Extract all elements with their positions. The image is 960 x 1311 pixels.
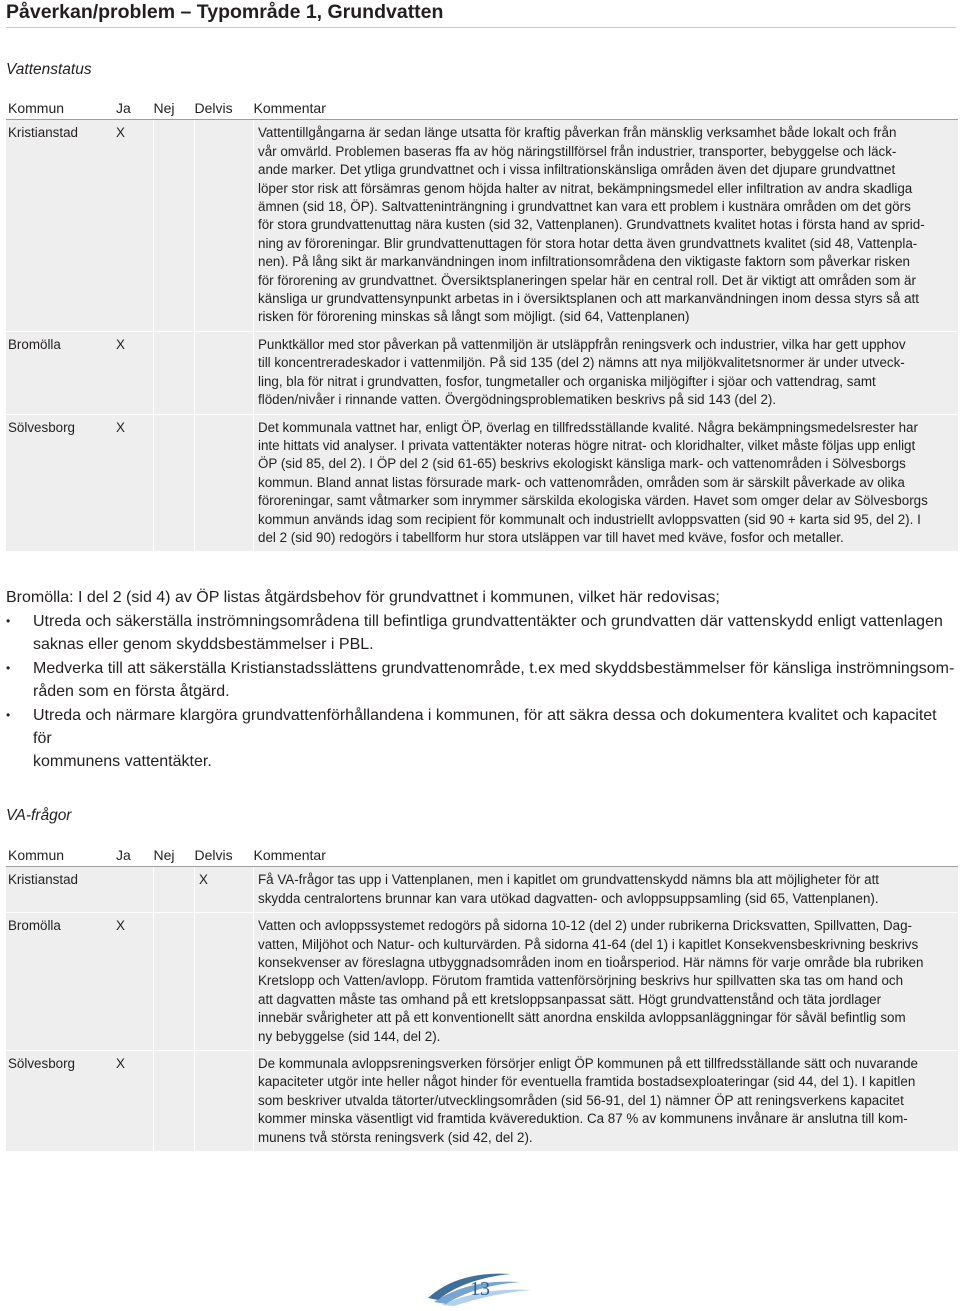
comment-line: risken för förorening minskas så långt som möjligt. (sid 64, Vattenplanen): [258, 309, 690, 325]
header-kommun: Kommun: [6, 842, 116, 867]
list-item: [6, 610, 956, 656]
va-fragor-table: [6, 842, 958, 1151]
header-ja: Ja: [116, 842, 154, 867]
kommun-cell: Sölvesborg: [6, 1051, 116, 1152]
section-title-va-fragor: VA-frågor: [6, 807, 72, 824]
kommentar-cell: [254, 913, 959, 1051]
kommentar-cell: [254, 414, 959, 551]
comment-line: för stora grundvattenuttag nära kusten (sid 32, Vattenplanen). Grundvattnets kvalitet hotas i första hand av sprid-: [258, 217, 925, 233]
bullet-line: Utreda och säkerställa inströmningsområdena till befintliga grundvattentäkter och grundvatten där vattenskydd enligt vattenlagen: [33, 613, 943, 630]
comment-line: Kretslopp och Vatten/avlopp. Förutom framtida vattenförsörjning beskrivs hur spillvatten ska tas om hand och: [258, 973, 904, 989]
comment-line: vatten, Miljöhot och Natur- och kulturvärden. På sidorna 41-64 (del 1) i kapitlet Konsekvensbeskrivning beskrivs: [258, 936, 919, 952]
nej-cell: [154, 120, 195, 331]
header-delvis: Delvis: [195, 95, 254, 120]
table-header-row: [6, 842, 958, 867]
comment-line: känsliga ur grundvattensynpunkt arbetas in i översiktsplanen och att markanvändningen inom dessa styrs så att: [258, 291, 919, 307]
table-header-row: [6, 95, 958, 120]
bullet-line: Utreda och närmare klargöra grundvattenförhållandena i kommunen, för att säkra dessa och dokumentera kvalitet och kapacitet för: [33, 707, 937, 747]
comment-line: kommer minska väsentligt vid framtida kvävereduktion. Ca 87 % av kommunens invånare är anslutna till kom-: [258, 1111, 908, 1127]
delvis-cell: [195, 331, 254, 414]
header-kommentar: Kommentar: [254, 95, 959, 120]
comment-line: Punktkällor med stor påverkan på vattenmiljön är utsläppfrån reningsverk och industrier, vilka har gett upphov: [258, 336, 906, 352]
kommun-cell: Kristianstad: [8, 872, 78, 888]
page-number: 13: [470, 1278, 490, 1300]
comment-line: vår omvärld. Problemen baseras ffa av hög näringstillförsel från industrier, transporter, bebyggelse och läck-: [258, 143, 897, 159]
header-delvis: Delvis: [195, 842, 254, 867]
nej-cell: [154, 414, 195, 551]
comment-line: löper stor risk att försämras genom höjda halter av nitrat, bekämpningsmedel eller infiltration av andra skadliga: [258, 180, 913, 196]
comment-line: ling, bla för nitrat i grundvatten, fosfor, tungmetaller och organiska miljögifter i sjöar och vattendrag, samt: [258, 373, 876, 389]
header-ja: Ja: [116, 95, 154, 120]
kommentar-cell: [254, 120, 959, 331]
table-row: [6, 120, 958, 331]
ja-cell: [116, 867, 154, 913]
comment-line: ny bebyggelse (sid 144, del 2).: [258, 1028, 441, 1044]
comment-line: De kommunala avloppsreningsverken försörjer enligt ÖP kommunen på ett tillfredsställande sätt och nuvarande: [258, 1056, 918, 1072]
ja-cell: X: [116, 913, 154, 1051]
comment-line: kommun. Bland annat listas försurade mark- och vattenområden, områden som är särskilt påverkade av olika: [258, 474, 905, 490]
comment-line: ÖP (sid 85, del 2). I ÖP del 2 (sid 61-65) beskrivs ekologiskt känsliga mark- och vattenområden i Sölvesborgs: [258, 456, 906, 472]
bullet-icon: •: [6, 614, 11, 628]
kommun-cell: Bromölla: [6, 913, 116, 1051]
header-kommun: Kommun: [6, 95, 116, 120]
ja-cell: X: [116, 414, 154, 551]
comment-line: för förorening av grundvattnet. Översiktsplaneringen spelar här en central roll. Det är viktigt att områden som är: [258, 272, 916, 288]
kommentar-cell: [254, 1051, 959, 1152]
table-row: [6, 1051, 958, 1152]
delvis-cell: [195, 913, 254, 1051]
nej-cell: [154, 867, 195, 913]
bullet-icon: •: [6, 708, 11, 722]
nej-cell: [154, 331, 195, 414]
header-kommentar: Kommentar: [254, 842, 959, 867]
delvis-cell: [195, 414, 254, 551]
comment-line: Vattentillgångarna är sedan länge utsatta för kraftig påverkan från mänsklig verksamhet både lokalt och från: [258, 125, 897, 141]
comment-line: munens två största reningsverk (sid 42, del 2).: [258, 1129, 533, 1145]
comment-line: föroreningar, samt våtmarker som inrymmer särskilda ekologiska värden. Havet som omger delar av Sölvesborgs: [258, 493, 928, 509]
kommentar-cell: [254, 331, 959, 414]
vattenstatus-table: [6, 95, 958, 551]
comment-line: kapaciteter utgör inte heller något hinder för eventuella framtida bostadsexploateringar (sid 44, del 1). I kapitlen: [258, 1074, 916, 1090]
kommun-cell: Kristianstad: [8, 125, 78, 141]
list-item: [6, 704, 956, 773]
kommun-cell: Bromölla: [6, 331, 116, 414]
comment-line: ning av föroreningar. Blir grundvattenuttagen för stora hotar detta även grundvattnets kvalitet (sid 48, Vattenpla-: [258, 235, 918, 251]
ja-cell: X: [116, 125, 125, 141]
bullet-line: råden som en första åtgärd.: [33, 683, 230, 700]
kommun-cell: Sölvesborg: [6, 414, 116, 551]
ja-cell: X: [116, 331, 154, 414]
comment-line: ämnen (sid 18, ÖP). Saltvatteninträngning i grundvattnet kan vara ett problem i kustnära områden om det görs: [258, 199, 911, 215]
comment-line: kommun används idag som recipient för kommunalt och industriellt avloppsvatten (sid 90 + karta sid 95, del 2). I: [258, 511, 921, 527]
comment-line: skydda centralortens brunnar kan vara utökad dagvatten- och avloppsuppsamling (sid 65, Vattenplanen).: [258, 890, 879, 906]
page-title: Påverkan/problem – Typområde 1, Grundvatten: [6, 0, 956, 28]
bromolla-bullet-list: [6, 610, 956, 774]
header-nej: Nej: [154, 842, 195, 867]
page-footer: [420, 1268, 540, 1306]
nej-cell: [154, 1051, 195, 1152]
delvis-cell: [195, 1051, 254, 1152]
comment-line: att dagvatten måste tas omhand på ett kretsloppsanpassat sätt. Högt grundvattenstånd och täta jordlager: [258, 991, 882, 1007]
nej-cell: [154, 913, 195, 1051]
comment-line: Få VA-frågor tas upp i Vattenplanen, men i kapitlet om grundvattenskydd nämns bla att möjligheter för att: [258, 872, 880, 888]
bullet-line: saknas eller genom skyddsbestämmelser i PBL.: [33, 636, 374, 653]
bullet-line: Medverka till att säkerställa Kristianstadsslättens grundvattenområde, t.ex med skyddsbestämmelser för känsliga inströmningsom-: [33, 660, 955, 677]
comment-line: till koncentreradeskador i vattenmiljön. På sid 135 (del 2) nämns att nya miljökvalitetsnormer är under utveck-: [258, 355, 905, 371]
delvis-cell: [195, 120, 254, 331]
list-item: [6, 657, 956, 703]
bromolla-intro: Bromölla: I del 2 (sid 4) av ÖP listas åtgärdsbehov för grundvattnet i kommunen, vilket här redovisas;: [6, 589, 720, 606]
comment-line: som beskriver utvalda tätorter/utvecklingsområden (sid 56-91, del 1) nämner ÖP att reningsverkens kapacitet: [258, 1092, 904, 1108]
section-title-vattenstatus: Vattenstatus: [6, 61, 92, 78]
table-row: [6, 414, 958, 551]
kommentar-cell: [254, 867, 959, 913]
table-row: [6, 867, 958, 913]
comment-line: ande marker. Det ytliga grundvattnet och i vissa infiltrationskänsliga områden även det djupare grundvattnet: [258, 162, 896, 178]
comment-line: flöden/nivåer i rinnande vatten. Övergödningsproblematiken beskrivs på sid 143 (del 2).: [258, 392, 777, 408]
header-nej: Nej: [154, 95, 195, 120]
comment-line: nen). På lång sikt är markanvändningen inom infiltrationsområdena den viktigaste faktorn som påverkar risken: [258, 254, 911, 270]
comment-line: innebär svårigheter att på ett konventionellt sätt anordna enskilda avloppsanläggningar för såväl befintlig som: [258, 1010, 906, 1026]
comment-line: inte hittats vid analyser. I privata vattentäkter noteras högre nitrat- och kloridhalter, vilket måste följas upp enligt: [258, 437, 916, 453]
table-row: [6, 331, 958, 414]
comment-line: Vatten och avloppssystemet redogörs på sidorna 10-12 (del 2) under rubrikerna Dricksvatten, Spillvatten, Dag-: [258, 918, 912, 934]
comment-line: konsekvenser av föreslagna utbyggnadsområden inom en tioårsperiod. Här nämns för varje område bla rubriken: [258, 955, 924, 971]
comment-line: Det kommunala vattnet har, enligt ÖP, överlag en tillfredsställande kvalité. Några bekämpningsmedelsrester har: [258, 419, 918, 435]
delvis-cell: X: [195, 867, 254, 913]
comment-line: del 2 (sid 90) redogörs i tabellform hur stora utsläppen var till havet med kväve, fosfor och metaller.: [258, 529, 844, 545]
bullet-icon: •: [6, 661, 11, 675]
ja-cell: X: [116, 1051, 154, 1152]
bullet-line: kommunens vattentäkter.: [33, 753, 212, 770]
table-row: [6, 913, 958, 1051]
